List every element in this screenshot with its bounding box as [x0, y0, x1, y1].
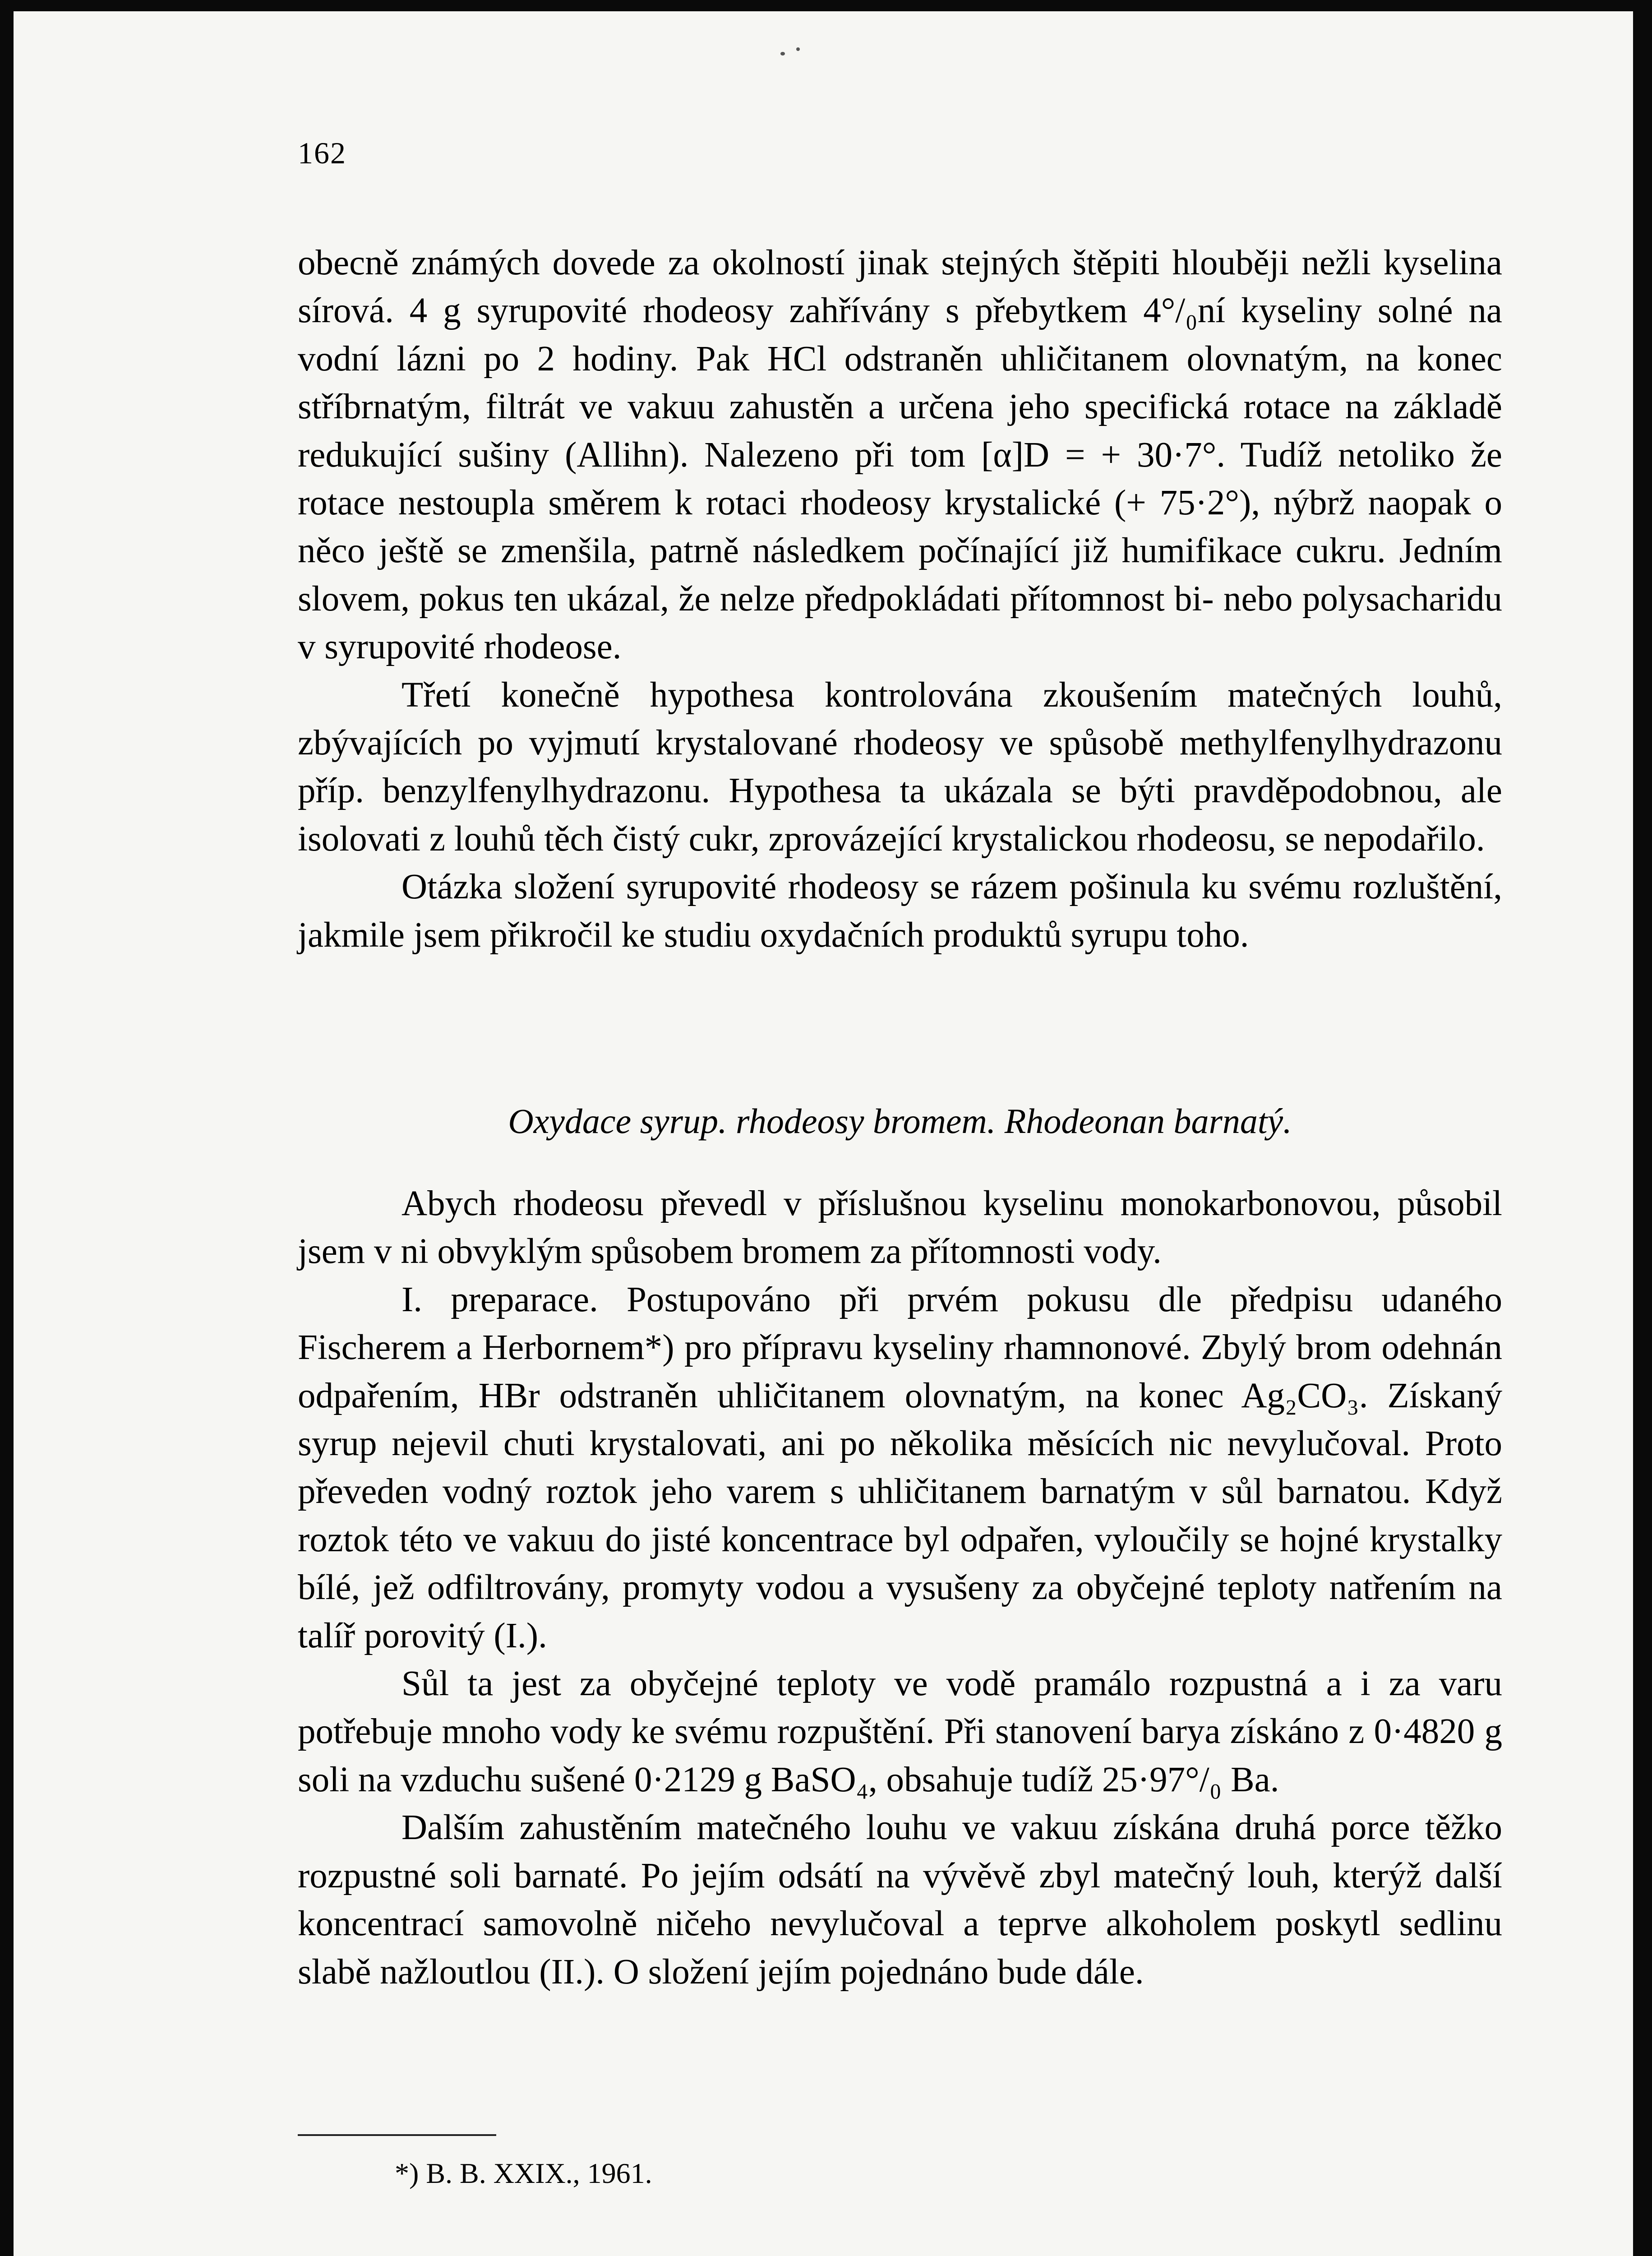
paragraph: Abych rhodeosu převedl v příslušnou kyselinu monokarbonovou, působil jsem v ni obvyklým spůsobem bromem za přítomnosti vody. [298, 1184, 1502, 1271]
footnote-rule [298, 2134, 496, 2136]
paragraph: obecně známých dovede za okolností jinak stejných štěpiti hlouběji nežli kyselina sírová. 4 g syrupovité rhodeosy zahřívány s přebytkem 4°/₀ní kyseliny solné na vodní lázni po 2 hodiny. Pak HCl odstraněn uhličitanem olovnatým, na konec stříbrnatým, filtrát ve vakuu zahustěn a určena jeho specifická rotace na základě redukující sušiny (Allihn). Nalezeno při tom [α]D = + 30·7°. Tudíž netoliko že rotace nestoupla směrem k rotaci rhodeosy krystalické (+ 75·2°), nýbrž naopak o něco ještě se zmenšila, patrně následkem počínající již humifikace cukru. Jedním slovem, pokus ten ukázal, že nelze předpokládati přítomnost bi- nebo polysacharidu v syrupovité rhodeose. [298, 243, 1502, 667]
dust-speck [796, 47, 800, 51]
page-number: 162 [298, 136, 346, 170]
paragraph: Dalším zahustěním matečného louhu ve vakuu získána druhá porce těžko rozpustné soli barnaté. Po jejím odsátí na vývěvě zbyl matečný louh, kterýž další koncentrací samovolně ničeho nevylučoval a teprve alkoholem poskytl sedlinu slabě nažloutlou (II.). O složení jejím pojednáno bude dále. [298, 1808, 1502, 1992]
section-heading: Oxydace syrup. rhodeosy bromem. Rhodeonan barnatý. [508, 1101, 1292, 1141]
text-block-2 [298, 1180, 1502, 1996]
dust-speck [780, 52, 785, 55]
paragraph: Otázka složení syrupovité rhodeosy se rázem pošinula ku svému rozluštění, jakmile jsem přikročil ke studiu oxydačních produktů syrupu toho. [298, 867, 1502, 955]
paragraph: Třetí konečně hypothesa kontrolována zkoušením matečných louhů, zbývajících po vyjmutí krystalované rhodeosy ve spůsobě methylfenylhydrazonu příp. benzylfenylhydrazonu. Hypothesa ta ukázala se býti pravděpodobnou, ale isolovati z louhů těch čistý cukr, zprovázející krystalickou rhodeosu, se nepodařilo. [298, 675, 1502, 859]
footnote: *) B. B. XXIX., 1961. [395, 2157, 652, 2189]
text-block-1 [298, 239, 1502, 959]
paragraph: Sůl ta jest za obyčejné teploty ve vodě pramálo rozpustná a i za varu potřebuje mnoho vody ke svému rozpuštění. Při stanovení baryа získáno z 0·4820 g soli na vzduchu sušené 0·2129 g BaSO₄, obsahuje tudíž 25·97°/₀ Ba. [298, 1664, 1502, 1799]
paragraph: I. preparace. Postupováno při prvém pokusu dle předpisu udaného Fischerem a Herbornem*) pro přípravu kyseliny rhamnonové. Zbylý brom odehnán odpařením, HBr odstraněn uhličitanem olovnatým, na konec Ag₂CO₃. Získaný syrup nejevil chuti krystalovati, ani po několika měsících nic nevylučoval. Proto převeden vodný roztok jeho varem s uhličitanem barnatým v sůl barnatou. Když roztok této ve vakuu do jisté koncentrace byl odpařen, vyloučily se hojné krystalky bílé, jež odfiltrovány, promyty vodou a vysušeny za obyčejné teploty natřením na talíř porovitý (I.). [298, 1280, 1502, 1655]
